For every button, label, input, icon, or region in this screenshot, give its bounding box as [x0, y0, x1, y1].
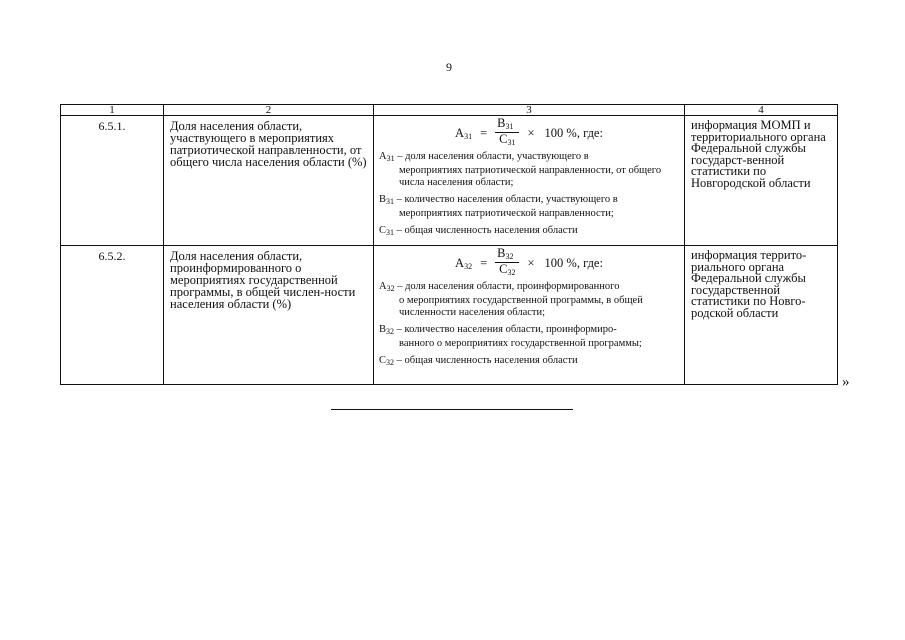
formula-cell — [374, 116, 685, 246]
indicator-number: 6.5.2. — [98, 249, 126, 263]
formula-definition: $А_{31}$ – доля населения области, участвующего в мероприятиях патриотической направленности, от общего числа населения области; — [379, 151, 662, 188]
indicators-table — [60, 104, 838, 385]
column-header: 2 — [164, 105, 374, 116]
column-header: 4 — [685, 105, 838, 116]
information-source-cell — [685, 116, 838, 246]
column-header: 3 — [374, 105, 685, 116]
indicator-name: Доля населения области, участвующего в мероприятиях патриотической направленности, от общего числа населения области (%) — [170, 119, 367, 169]
separator-line — [331, 409, 573, 410]
table-row — [61, 116, 838, 246]
indicator-number-cell — [61, 116, 164, 246]
indicator-name-cell — [164, 246, 374, 385]
table-header-row — [61, 105, 838, 116]
formula-definition: $В_{32}$ – количество населения области, проинформиро- ванного о мероприятиях государственной программы; — [379, 324, 642, 349]
formula-fraction: $\frac{В_{32}}{С_{32}}$ — [495, 248, 519, 278]
page-number: 9 — [446, 60, 452, 74]
table-row — [61, 246, 838, 385]
formula-fraction: $\frac{В_{31}}{С_{31}}$ — [495, 118, 519, 148]
indicator-number: 6.5.1. — [98, 119, 126, 133]
information-source: информация террито-риального органа Федеральной службы государственной статистики по Новго-родской области — [691, 248, 807, 320]
formula-cell — [374, 246, 685, 385]
indicator-number-cell — [61, 246, 164, 385]
formula-definition: $А_{32}$ – доля населения области, проинформированного о мероприятиях государственной программы, в общей численности населения области; — [379, 281, 643, 318]
formula-definition: $В_{31}$ – количество населения области, участвующего в мероприятиях патриотической направленности; — [379, 194, 618, 219]
indicator-name-cell — [164, 116, 374, 246]
column-header: 1 — [61, 105, 164, 116]
information-source: информация МОМП и территориального органа Федеральной службы государст-венной статистики по Новгородской области — [691, 118, 826, 190]
formula-definition: $С_{31}$ – общая численность населения области — [379, 225, 578, 237]
formula-definition: $С_{32}$ – общая численность населения области — [379, 355, 578, 367]
closing-quote-mark: » — [842, 374, 850, 390]
indicator-name: Доля населения области, проинформированного о мероприятиях государственной программы, в общей числен-ности населения области (%) — [170, 249, 356, 311]
formula: $А_{31}$ = $\frac{В_{31}}{С_{31}}$ × 100 %, где: — [455, 116, 603, 147]
formula: $А_{32}$ = $\frac{В_{32}}{С_{32}}$ × 100 %, где: — [455, 246, 603, 277]
information-source-cell — [685, 246, 838, 385]
